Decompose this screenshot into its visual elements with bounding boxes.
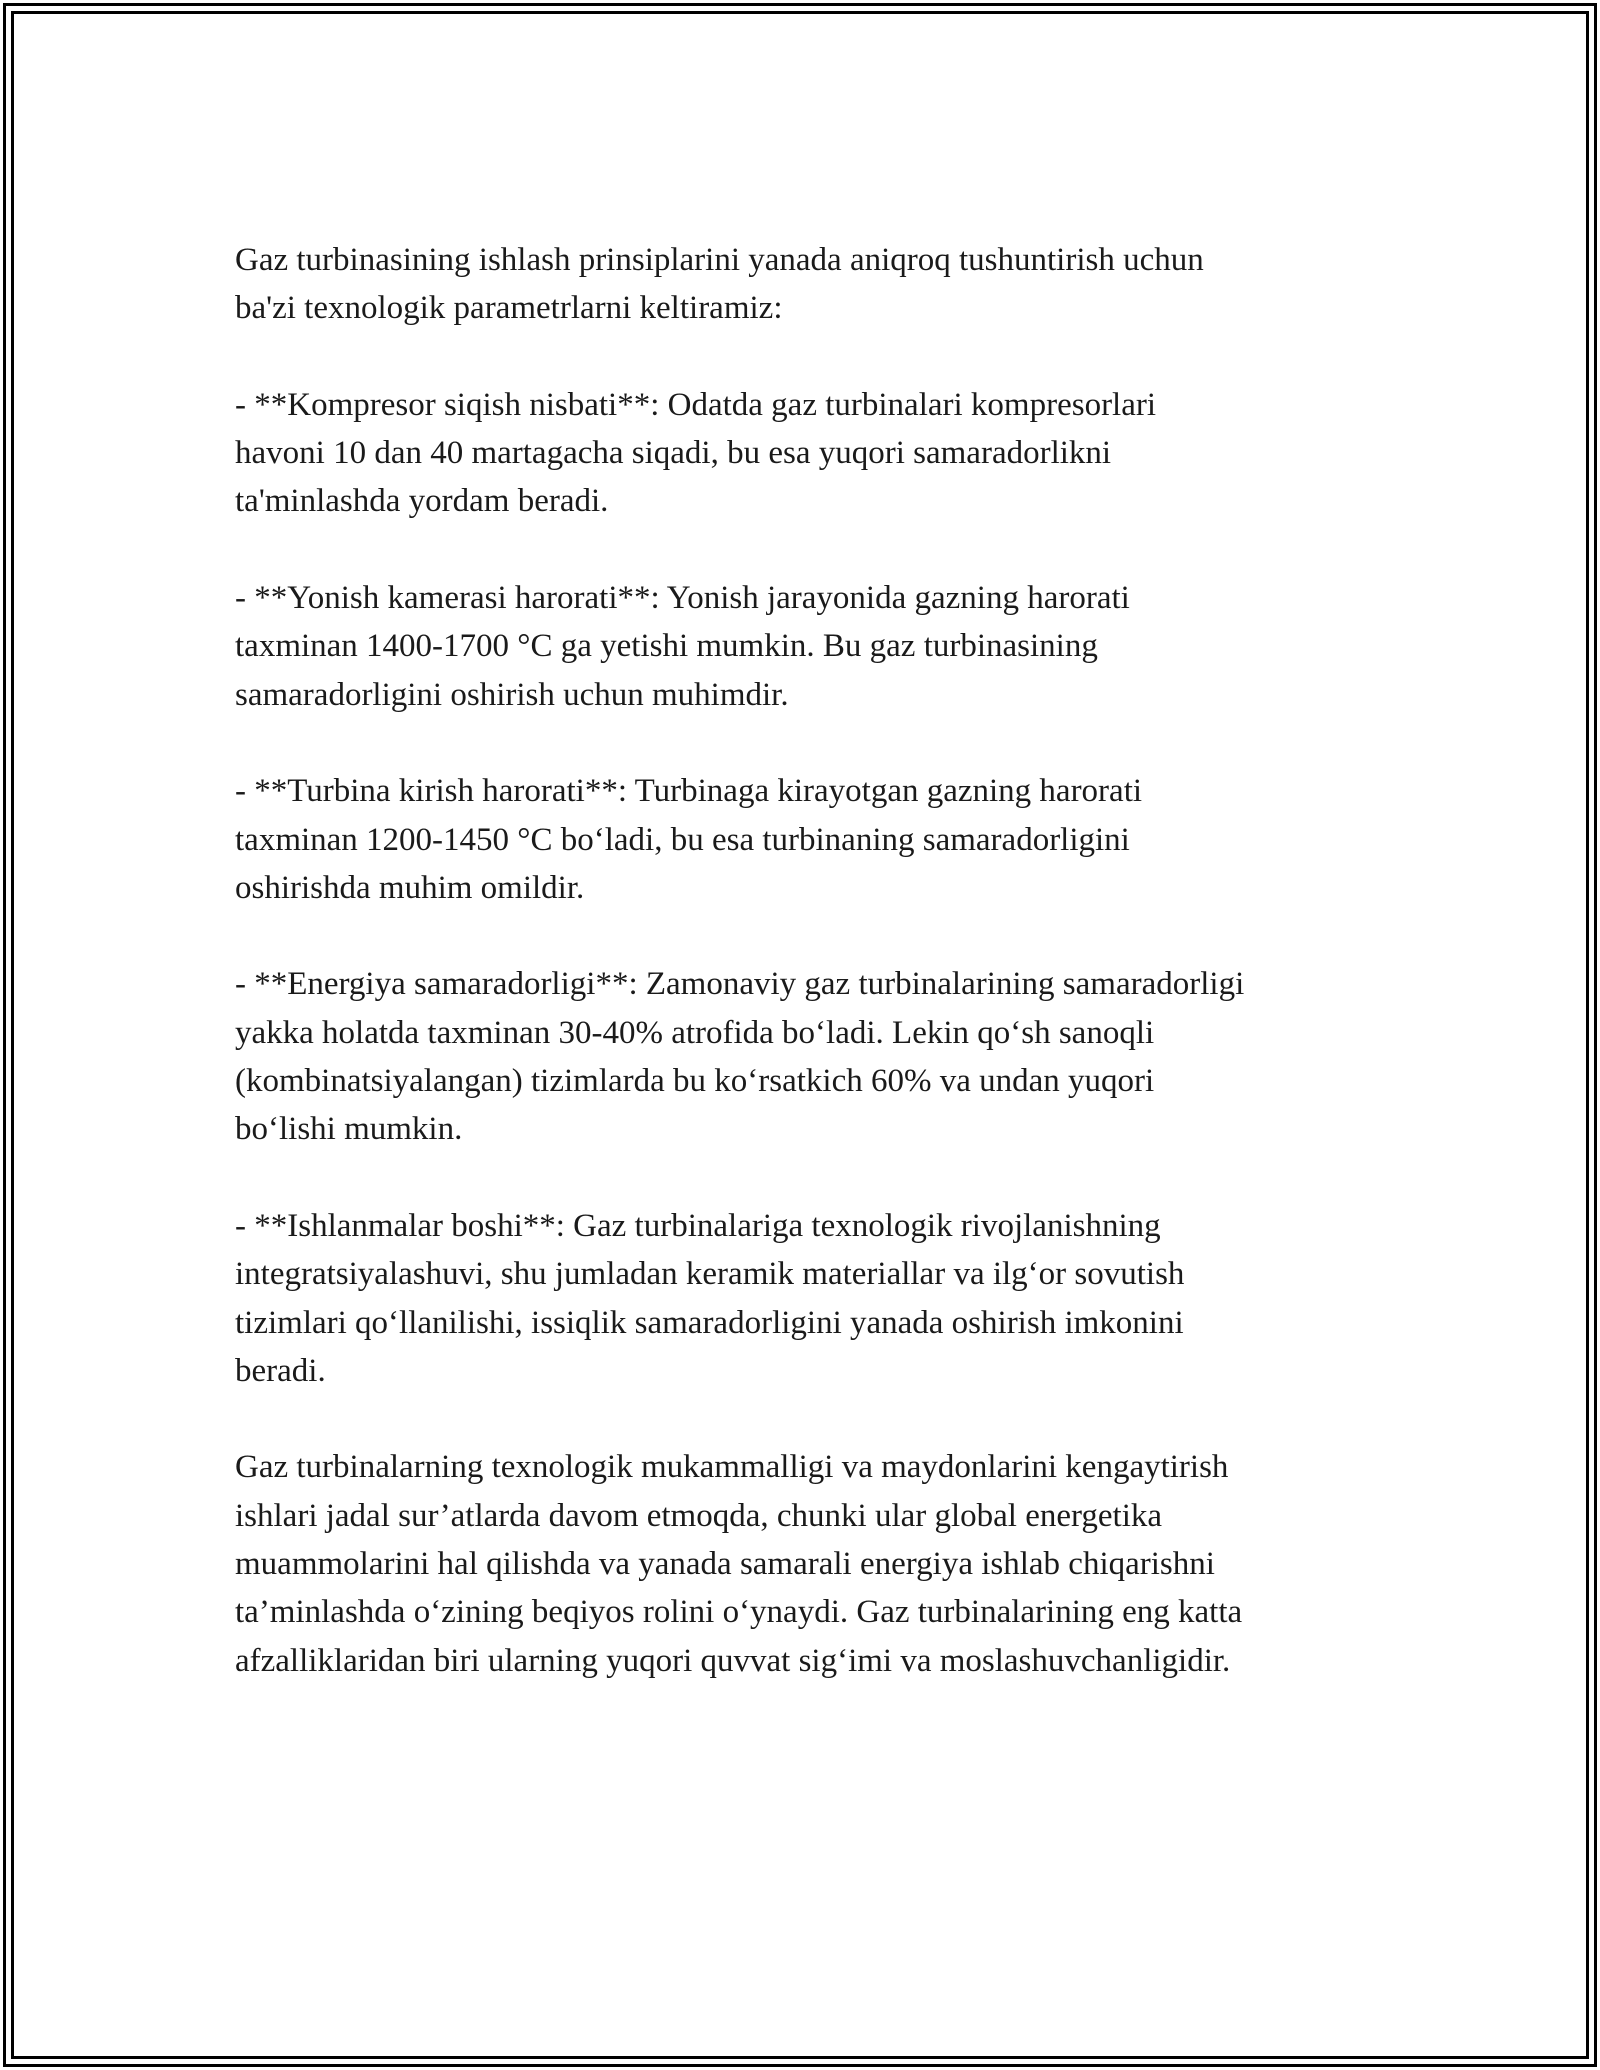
intro-paragraph: Gaz turbinasining ishlash prinsiplarini yanada aniqroq tushuntirish uchun ba'zi texnologik parametrlarni keltiramiz:: [235, 242, 1204, 327]
document-body: [235, 236, 1385, 1685]
list-item-compressor-ratio: - **Kompresor siqish nisbati**: Odatda gaz turbinalari kompresorlari havoni 10 dan 40 martagacha siqadi, bu esa yuqori samaradorlikni ta'minlashda yordam beradi.: [235, 386, 1157, 520]
list-item-turbine-inlet-temperature: - **Turbina kirish harorati**: Turbinaga kirayotgan gazning harorati taxminan 1200-1450 °C bo‘ladi, bu esa turbinaning samaradorligini oshirishda muhim omildir.: [235, 773, 1143, 906]
closing-paragraph: Gaz turbinalarning texnologik mukammalligi va maydonlarini kengaytirish ishlari jadal sur’atlarda davom etmoqda, chunki ular global energetika muammolarini hal qilishda va yanada samarali energiya ishlab chiqarishni ta’minlashda o‘zining beqiyos rolini o‘ynaydi. Gaz turbinalarining eng katta afzalliklaridan biri ularning yuqori quvvat sig‘imi va moslashuvchanligidir.: [235, 1449, 1243, 1679]
list-item-energy-efficiency: - **Energiya samaradorligi**: Zamonaviy gaz turbinalarining samaradorligi yakka holatda taxminan 30-40% atrofida bo‘ladi. Lekin qo‘sh sanoqli (kombinatsiyalangan) tizimlarda bu ko‘rsatkich 60% va undan yuqori bo‘lishi mumkin.: [235, 966, 1245, 1148]
list-item-developments: - **Ishlanmalar boshi**: Gaz turbinalariga texnologik rivojlanishning integratsiyalashuvi, shu jumladan keramik materiallar va ilg‘or sovutish tizimlari qo‘llanilishi, issiqlik samaradorligini yanada oshirish imkonini beradi.: [235, 1207, 1185, 1389]
list-item-combustion-temperature: - **Yonish kamerasi harorati**: Yonish jarayonida gazning harorati taxminan 1400-1700 °C ga yetishi mumkin. Bu gaz turbinasining samaradorligini oshirish uchun muhimdir.: [235, 580, 1130, 713]
